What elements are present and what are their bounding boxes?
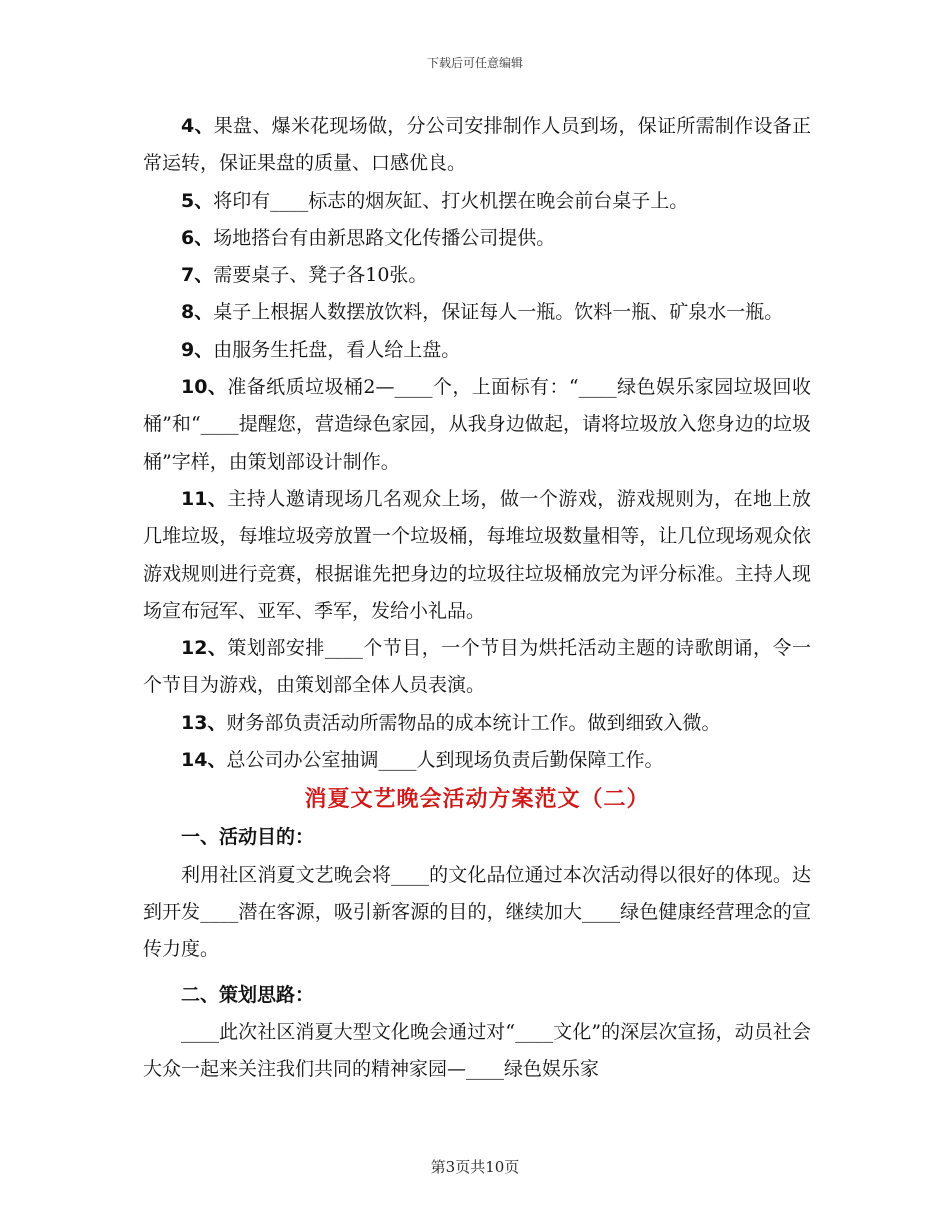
- item-number: 10、: [181, 376, 228, 399]
- item-number: 5、: [181, 189, 214, 212]
- document-body: [143, 108, 811, 1088]
- ideas-paragraph: ____此次社区消夏大型文化晚会通过对“____文化”的深层次宣扬，动员社会大众一起来关注我们共同的精神家园—____绿色娱乐家: [143, 1020, 811, 1081]
- item-number: 14、: [181, 749, 227, 772]
- item-number: 4、: [181, 115, 214, 137]
- page-header: 下载后可任意编辑: [426, 56, 523, 70]
- list-item-13: [143, 705, 811, 742]
- item-text: 总公司办公室抽调____人到现场负责后勤保障工作。: [226, 749, 664, 772]
- item-text: 桌子上根据人数摆放饮料，保证每人一瓶。饮料一瓶、矿泉水一瓶。: [213, 301, 784, 324]
- item-text: 准备纸质垃圾桶2—____个，上面标有：“____绿色娱乐家园垃圾回收桶”和“____提醒您，营造绿色家园，从我身边做起，请将垃圾放入您身边的垃圾桶”字样，由策划部设计制作。: [143, 376, 811, 473]
- list-item-8: [143, 294, 811, 331]
- item-text: 主持人邀请现场几名观众上场，做一个游戏，游戏规则为，在地上放几堆垃圾，每堆垃圾旁放置一个垃圾桶，每堆垃圾数量相等，让几位现场观众依游戏规则进行竞赛，根据谁先把身边的垃圾往垃圾桶放完为评分标准。主持人现场宣布冠军、亚军、季军，发给小礼品。: [143, 487, 811, 622]
- item-text: 将印有____标志的烟灰缸、打火机摆在晚会前台桌子上。: [213, 189, 689, 212]
- item-number: 11、: [181, 487, 228, 510]
- item-number: 7、: [181, 264, 214, 287]
- item-text: 场地搭台有由新思路文化传播公司提供。: [213, 226, 556, 249]
- item-number: 9、: [181, 338, 214, 361]
- heading-purpose: 一、活动目的：: [181, 826, 315, 849]
- purpose-paragraph: 利用社区消夏文艺晚会将____的文化品位通过本次活动得以很好的体现。达到开发____潜在客源，吸引新客源的目的，继续加大____绿色健康经营理念的宣传力度。: [143, 863, 811, 961]
- list-item-5: [143, 183, 811, 220]
- list-item-10: [143, 369, 811, 481]
- item-text: 策划部安排____个节目，一个节目为烘托活动主题的诗歌朗诵，令一个节目为游戏，由策划部全体人员表演。: [143, 637, 811, 697]
- heading-ideas: 二、策划思路：: [181, 983, 315, 1006]
- section-title: 消夏文艺晚会活动方案范文（二）: [304, 786, 650, 813]
- list-item-4: [143, 108, 811, 183]
- item-text: 财务部负责活动所需物品的成本统计工作。做到细致入微。: [226, 711, 721, 734]
- item-text: 果盘、爆米花现场做，分公司安排制作人员到场，保证所需制作设备正常运转，保证果盘的质量、口感优良。: [143, 115, 811, 175]
- item-text: 由服务生托盘，看人给上盘。: [213, 338, 461, 361]
- list-item-11: [143, 481, 811, 630]
- item-text: 需要桌子、凳子各10张。: [213, 264, 428, 287]
- list-item-9: [143, 332, 811, 369]
- item-number: 13、: [181, 711, 227, 734]
- item-number: 6、: [181, 226, 214, 249]
- item-number: 8、: [181, 301, 214, 324]
- list-item-12: [143, 630, 811, 705]
- list-item-6: [143, 220, 811, 257]
- page-footer: 第3页共10页: [430, 1158, 520, 1176]
- spacer: [143, 969, 811, 977]
- list-item-7: [143, 257, 811, 294]
- list-item-14: [143, 742, 811, 779]
- item-number: 12、: [181, 637, 228, 660]
